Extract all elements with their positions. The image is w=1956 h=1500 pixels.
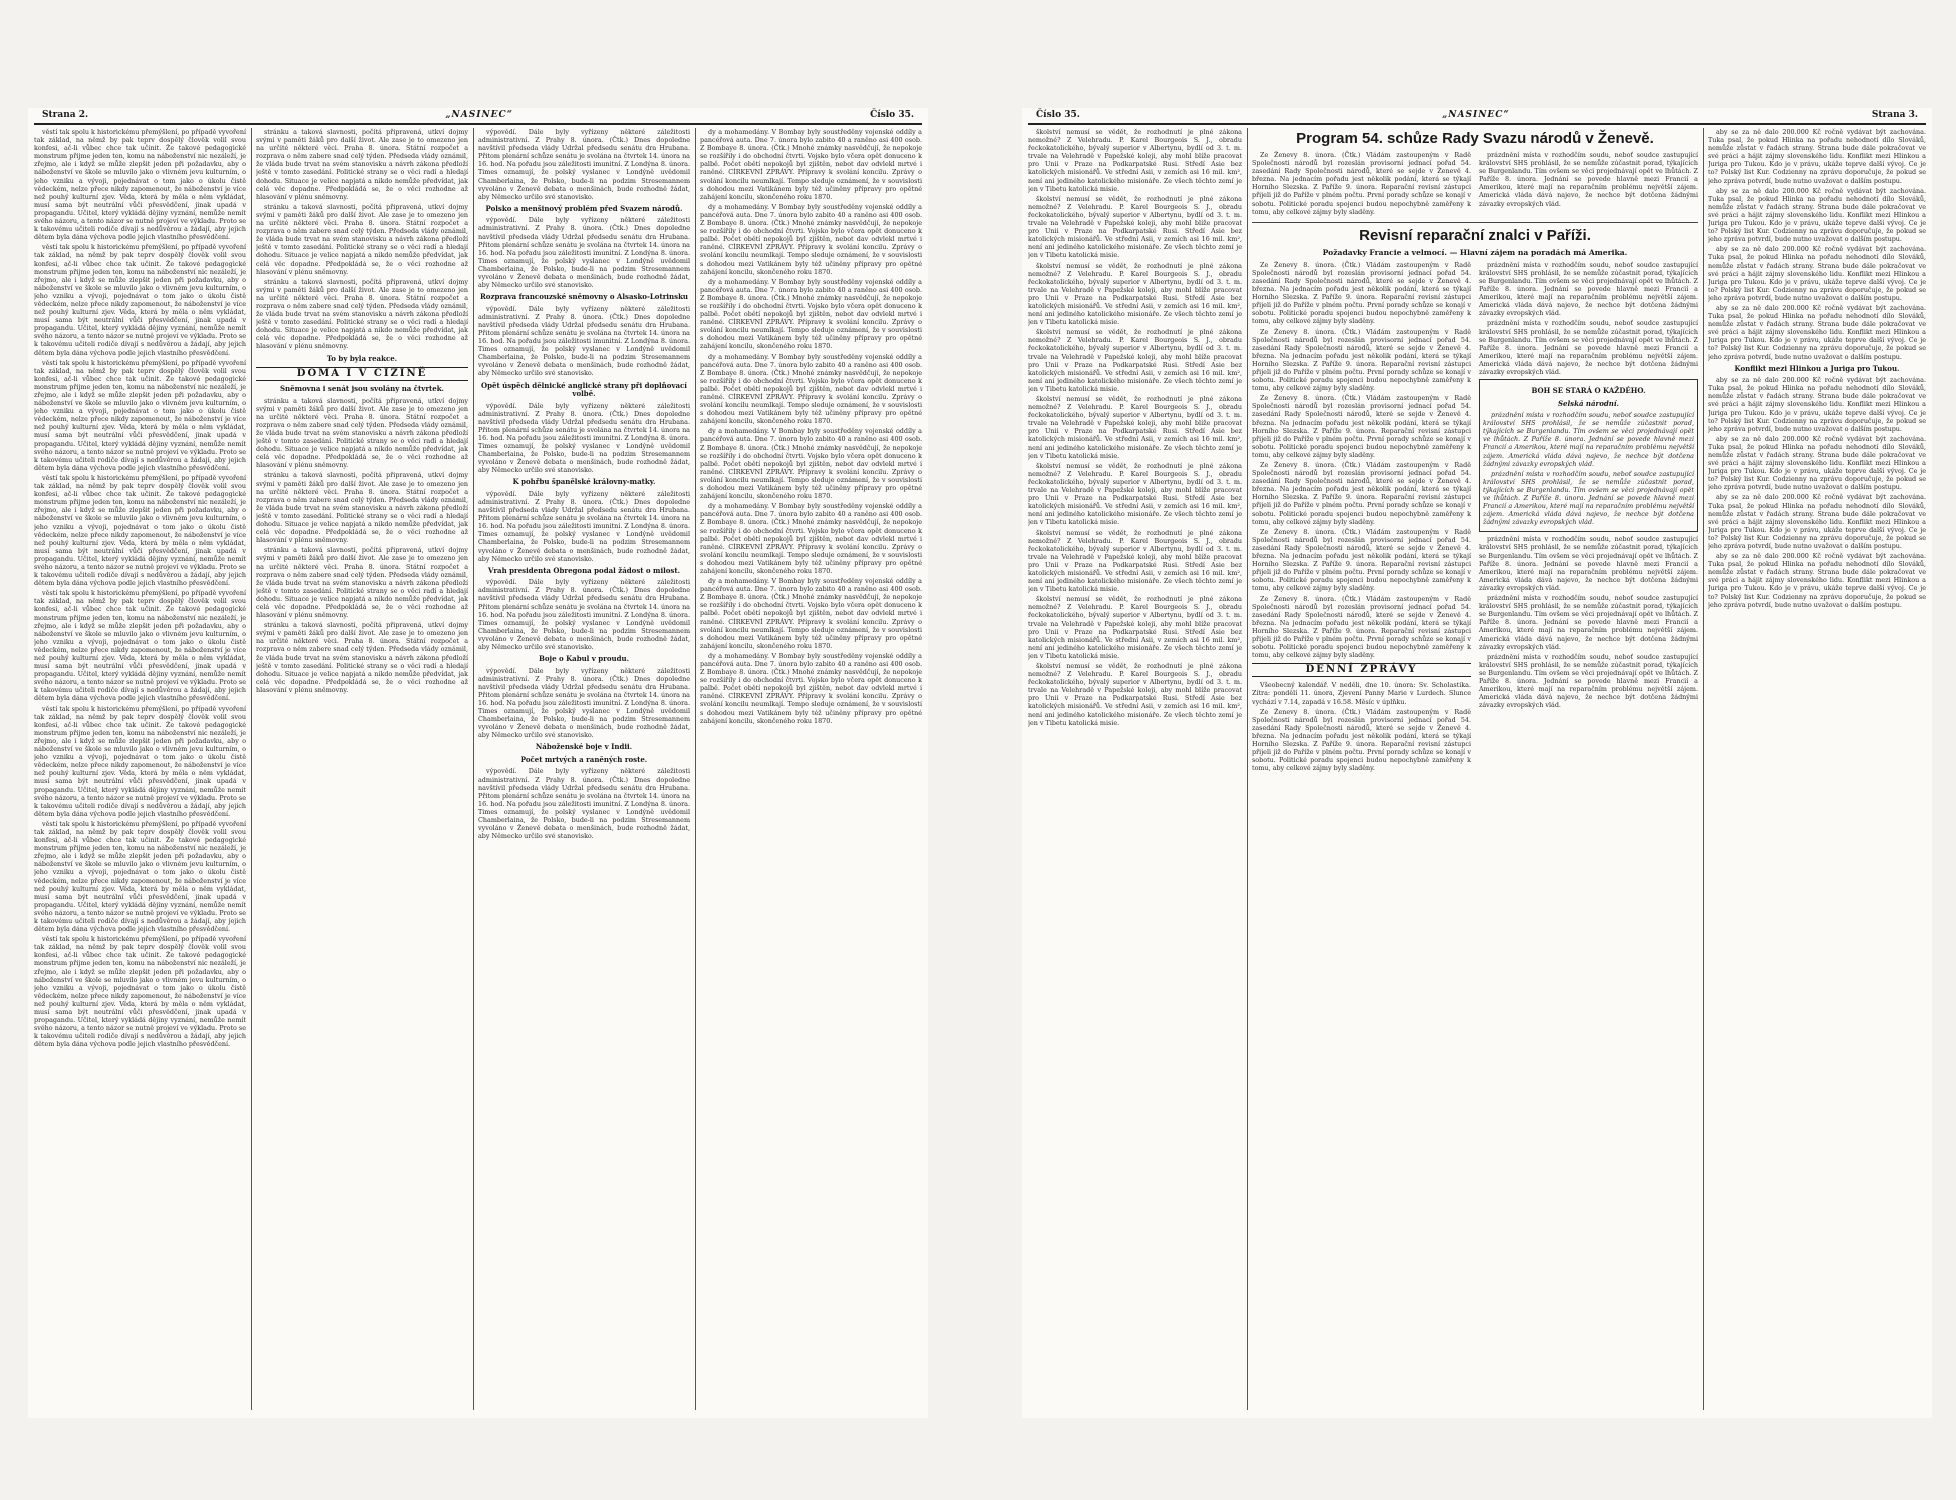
left-page-number: Strana 2. bbox=[42, 110, 89, 120]
right-col4-text-2: aby se za ně dalo 200.000 Kč ročně vydávat být zachována. Tuka psal, že pokud Hlinka na pořadu nehodnotí dílo Slováků, nemůže zůstat v řadách strany. Strana bude dále pokračovat ve své práci a hájit zájmy slovenského lidu. Konflikt mezi Hlinkou a Juriga pro Tukou. Kdo je v právu, ukáže teprve další vývoj. Ce je to? Polský list Kur. Codzienny na zprávu doporučuje, že pokud se jeho zpráva potvrdí, bude nutno uvažovat o dalším postupu. bbox=[1708, 186, 1926, 244]
right-col3-text-2: prázdnění místa v rozhodčím soudu, neboť soudce zastupující království SHS prohlásil, že se nemůže zúčastnit porad, týkajících se Burgenlandu. Tím ovšem se věci projednávají opět ve lhůtách. Z Paříže 8. února. Jednání se povede hlavně mezi Francií a Amerikou, které mají na reparačním problému největší zájem. Americká vláda dává najevo, že nechce být dotčena žádnými závazky evropských vlád. bbox=[1479, 260, 1698, 318]
right-paper-title: „NASINEC“ bbox=[1442, 110, 1510, 120]
left-col4-text-8: dy a mohamedány. V Bombay byly soustředěny vojenské oddíly a pancéřová auta. Dne 7. února bylo zabito 40 a raněno asi 400 osob. Z Bombaye 8. února. (Čtk.) Mnohé známky nasvědčují, že nepokoje se rozšířily i do obchodní čtvrti. Vojsko bylo včera opět donuceno k palbě. Počet obětí nepokojů byl zjištěn, nebot dav odvlekl mrtvé i raněné. CÍRKEVNÍ ZPRÁVY. Přípravy k svolání koncilu. Zprávy o svolání koncilu neumlkají. Tempo sleduje oznámení, že v souvislosti s dohodou mezi Vatikánem byly též učiněny přípravy pro opětné zahájení koncilu, skončeného roku 1870. bbox=[700, 651, 922, 725]
left-column-4 bbox=[700, 128, 922, 1410]
right-col1-text-4: školství nemusí se vědět, že rozhodnutí je plné zákona nemožné? Z Velehradu. P. Karel Bourgeois S. J., obradu řeckokatolického, bývalý superior v Albertynu, bydlí od 3. t. m. trvale na Velehradě v Papežské koleji, aby mohl blíže pracovat pro Unii v Praze na Podkarpatské Rusi. Středí Asie bez katolických misionářů. Ve střední Asii, v zemích asi 16 mil. km², není ani jediného katolického misionáře. Ze všech těchto zemí je jen v Tibetu katolická misie. bbox=[1028, 328, 1242, 393]
left-col1-text-8: věstí tak spolu k historickému přemýšlení, po případě vyvoření tak základ, na němž by pak teprv dospělý člověk volil svou konfesi, ač-li vůbec chce tak učinit. Že takové pedagogické monstrum přijme jeden ten, komu na náboženství nic nezáleží, je zřejmo, ale i když se může zlepšit jeden při požadavku, aby o náboženství ve škole se mluvilo jako o vlivném jevu kulturním, o jeho vzniku a vývoji, pojednávat o tom jako o úkolu čistě vědeckém, nelze přece nikdy zapomenout, že náboženství je více než pouhý kulturní zjev. Věda, která by měla o něm vykládat, musí sama být neutrální vůči přesvědčení, jinak upadá v propagandu. Učitel, který vykládá dějiny vyznání, nemůže nemít svého názoru, a tento názor se nutně projeví ve výkladu. Proto se k takovému učiteli rodiče dívají s nedůvěrou a žádají, aby jejich dětem byla dána výchova podle jejich vlastního přesvědčení. bbox=[34, 935, 246, 1049]
left-col1-text-2: věstí tak spolu k historickému přemýšlení, po případě vyvoření tak základ, na němž by pak teprv dospělý člověk volil svou konfesi, ač-li vůbec chce tak učinit. Že takové pedagogické monstrum přijme jeden ten, komu na náboženství nic nezáleží, je zřejmo, ale i když se může zlepšit jeden při požadavku, aby o náboženství ve škole se mluvilo jako o vlivném jevu kulturním, o jeho vzniku a vývoji, pojednávat o tom jako o úkolu čistě vědeckém, nelze přece nikdy zapomenout, že náboženství je více než pouhý kulturní zjev. Věda, která by měla o něm vykládat, musí sama být neutrální vůči přesvědčení, jinak upadá v propagandu. Učitel, který vykládá dějiny vyznání, nemůže nemít svého názoru, a tento názor se nutně projeví ve výkladu. Proto se k takovému učiteli rodiče dívají s nedůvěrou a žádají, aby jejich dětem byla dána výchova podle jejich vlastního přesvědčení. bbox=[34, 243, 246, 357]
left-col3-text-8: výpovědí. Dále byly vyřízeny některé záležitosti administrativní. Z Prahy 8. února. (Čtk.) Dnes dopoledne navštívil předseda vlády Udržal předsedu senátu dra Hrubana. Přitom plenární schůze senátu je svolána na čtvrtek 14. února na 16. hod. Na pořadu jsou záležitosti imunitní. Z Londýna 8. února. Times oznamují, že polský vyslanec v Londýně uvědomil Chamberlaina, že Polsko, bude-li na podzim Stresemannem vyvoláno v Ženevě debata o menšinách, bude rozhodně žádat, aby Německo určilo své stanovisko. bbox=[478, 767, 690, 841]
right-col4-text-6: aby se za ně dalo 200.000 Kč ročně vydávat být zachována. Tuka psal, že pokud Hlinka na pořadu nehodnotí dílo Slováků, nemůže zůstat v řadách strany. Strana bude dále pokračovat ve své práci a hájit zájmy slovenského lidu. Konflikt mezi Hlinkou a Juriga pro Tukou. Kdo je v právu, ukáže teprve další vývoj. Ce je to? Polský list Kur. Codzienny na zprávu doporučuje, že pokud se jeho zpráva potvrdí, bude nutno uvažovat o dalším postupu. bbox=[1708, 434, 1926, 492]
right-col-divider-1 bbox=[1247, 128, 1248, 1410]
right-col1-text-9: školství nemusí se vědět, že rozhodnutí je plné zákona nemožné? Z Velehradu. P. Karel Bourgeois S. J., obradu řeckokatolického, bývalý superior v Albertynu, bydlí od 3. t. m. trvale na Velehradě v Papežské koleji, aby mohl blíže pracovat pro Unii v Praze na Podkarpatské Rusi. Středí Asie bez katolických misionářů. Ve střední Asii, v zemích asi 16 mil. km², není ani jediného katolického misionáře. Ze všech těchto zemí je jen v Tibetu katolická misie. bbox=[1028, 662, 1242, 727]
heading-anglicka-strana: Opět úspěch dělnické anglické strany při doplňovací volbě. bbox=[481, 380, 687, 399]
right-col1-text-2: školství nemusí se vědět, že rozhodnutí je plné zákona nemožné? Z Velehradu. P. Karel Bourgeois S. J., obradu řeckokatolického, bývalý superior v Albertynu, bydlí od 3. t. m. trvale na Velehradě v Papežské koleji, aby mohl blíže pracovat pro Unii v Praze na Podkarpatské Rusi. Středí Asie bez katolických misionářů. Ve střední Asii, v zemích asi 16 mil. km², není ani jediného katolického misionáře. Ze všech těchto zemí je jen v Tibetu katolická misie. bbox=[1028, 194, 1242, 260]
heading-alsasko: Rozprava francouzské sněmovny o Alsasko-Lotrinsku bbox=[479, 292, 689, 302]
left-col4-text-7: dy a mohamedány. V Bombay byly soustředěny vojenské oddíly a pancéřová auta. Dne 7. února bylo zabito 40 a raněno asi 400 osob. Z Bombaye 8. února. (Čtk.) Mnohé známky nasvědčují, že nepokoje se rozšířily i do obchodní čtvrti. Vojsko bylo včera opět donuceno k palbě. Počet obětí nepokojů byl zjištěn, nebot dav odvlekl mrtvé i raněné. CÍRKEVNÍ ZPRÁVY. Přípravy k svolání koncilu. Zprávy o svolání koncilu neumlkají. Tempo sleduje oznámení, že v souvislosti s dohodou mezi Vatikánem byly též učiněny přípravy pro opětné zahájení koncilu, skončeného roku 1870. bbox=[700, 577, 922, 650]
boh-se-stara-subheading: Selská národní. bbox=[1558, 398, 1619, 408]
heading-kabul: Boje o Kabul v proudu. bbox=[538, 654, 630, 664]
left-col3-text: výpovědí. Dále byly vyřízeny některé záležitosti administrativní. Z Prahy 8. února. (Čtk.) Dnes dopoledne navštívil předseda vlády Udržal předsedu senátu dra Hrubana. Přitom plenární schůze senátu je svolána na čtvrtek 14. února na 16. hod. Na pořadu jsou záležitosti imunitní. Z Londýna 8. února. Times oznamují, že polský vyslanec v Londýně uvědomil Chamberlaina, že Polsko, bude-li na podzim Stresemannem vyvoláno v Ženevě debata o menšinách, bude rozhodně žádat, aby Německo určilo své stanovisko. bbox=[478, 128, 690, 201]
left-col4-text-2: dy a mohamedány. V Bombay byly soustředěny vojenské oddíly a pancéřová auta. Dne 7. února bylo zabito 40 a raněno asi 400 osob. Z Bombaye 8. února. (Čtk.) Mnohé známky nasvědčují, že nepokoje se rozšířily i do obchodní čtvrti. Vojsko bylo včera opět donuceno k palbě. Počet obětí nepokojů byl zjištěn, nebot dav odvlekl mrtvé i raněné. CÍRKEVNÍ ZPRÁVY. Přípravy k svolání koncilu. Zprávy o svolání koncilu neumlkají. Tempo sleduje oznámení, že v souvislosti s dohodou mezi Vatikánem byly též učiněny přípravy pro opětné zahájení koncilu, skončeného roku 1870. bbox=[700, 202, 922, 276]
left-col2-text-6: stránku a taková slavnosti, počítá připravená, utkví dojmy svými v paměti žáků pro další život. Ale zase je to omezeno jen na určité některé věci. Praha 8. února. Státní rozpočet a rozprava o něm zabere snad celý týden. Předseda vlády oznámil, že vláda bude trvat na svém stanovisku a návrh zákona předloží ještě v tomto zasedání. Politické strany se o věci radí a hledají dohodu. Situace je velice napjatá a nikdo nemůže předvídat, jak celá věc dopadne. Předpokládá se, že o věci rozhodne až hlasování v plénu sněmovny. bbox=[256, 546, 468, 620]
right-col1-text-5: školství nemusí se vědět, že rozhodnutí je plné zákona nemožné? Z Velehradu. P. Karel Bourgeois S. J., obradu řeckokatolického, bývalý superior v Albertynu, bydlí od 3. t. m. trvale na Velehradě v Papežské koleji, aby mohl blíže pracovat pro Unii v Praze na Podkarpatské Rusi. Středí Asie bez katolických misionářů. Ve střední Asii, v zemích asi 16 mil. km², není ani jediného katolického misionáře. Ze všech těchto zemí je jen v Tibetu katolická misie. bbox=[1028, 395, 1242, 460]
denni-zpravy-text: Všeobecný kalendář. V neděli, dne 10. února: Sv. Scholastika. Zítra: pondělí 11. února, Zjevení Panny Marie v Lurdech. Slunce vychází v 7.14, zapadá v 16.58. Měsíc v úplňku. bbox=[1252, 681, 1471, 706]
heading-pocet-mrtvych: Počet mrtvých a raněných roste. bbox=[520, 754, 648, 764]
left-col1-text-3: věstí tak spolu k historickému přemýšlení, po případě vyvoření tak základ, na němž by pak teprv dospělý člověk volil svou konfesi, ač-li vůbec chce tak učinit. Že takové pedagogické monstrum přijme jeden ten, komu na náboženství nic nezáleží, je zřejmo, ale i když se může zlepšit jeden při požadavku, aby o náboženství ve škole se mluvilo jako o vlivném jevu kulturním, o jeho vzniku a vývoji, pojednávat o tom jako o úkolu čistě vědeckém, nelze přece nikdy zapomenout, že náboženství je více než pouhý kulturní zjev. Věda, která by měla o něm vykládat, musí sama být neutrální vůči přesvědčení, jinak upadá v propagandu. Učitel, který vykládá dějiny vyznání, nemůže nemít svého názoru, a tento názor se nutně projeví ve výkladu. Proto se k takovému učiteli rodiče dívají s nedůvěrou a žádají, aby jejich dětem byla dána výchova podle jejich vlastního přesvědčení. bbox=[34, 358, 246, 472]
right-col1-text: školství nemusí se vědět, že rozhodnutí je plné zákona nemožné? Z Velehradu. P. Karel Bourgeois S. J., obradu řeckokatolického, bývalý superior v Albertynu, bydlí od 3. t. m. trvale na Velehradě v Papežské koleji, aby mohl blíže pracovat pro Unii v Praze na Podkarpatské Rusi. Středí Asie bez katolických misionářů. Ve střední Asii, v zemích asi 16 mil. km², není ani jediného katolického misionáře. Ze všech těchto zemí je jen v Tibetu katolická misie. bbox=[1028, 128, 1242, 193]
left-col1-text-6: věstí tak spolu k historickému přemýšlení, po případě vyvoření tak základ, na němž by pak teprv dospělý člověk volil svou konfesi, ač-li vůbec chce tak učinit. Že takové pedagogické monstrum přijme jeden ten, komu na náboženství nic nezáleží, je zřejmo, ale i když se může zlepšit jeden při požadavku, aby o náboženství ve škole se mluvilo jako o vlivném jevu kulturním, o jeho vzniku a vývoji, pojednávat o tom jako o úkolu čistě vědeckém, nelze přece nikdy zapomenout, že náboženství je více než pouhý kulturní zjev. Věda, která by měla o něm vykládat, musí sama být neutrální vůči přesvědčení, jinak upadá v propagandu. Učitel, který vykládá dějiny vyznání, nemůže nemít svého názoru, a tento názor se nutně projeví ve výkladu. Proto se k takovému učiteli rodiče dívají s nedůvěrou a žádají, aby jejich dětem byla dána výchova podle jejich vlastního přesvědčení. bbox=[34, 704, 246, 818]
right-page-header bbox=[1022, 108, 1932, 122]
left-col1-text-4: věstí tak spolu k historickému přemýšlení, po případě vyvoření tak základ, na němž by pak teprv dospělý člověk volil svou konfesi, ač-li vůbec chce tak učinit. Že takové pedagogické monstrum přijme jeden ten, komu na náboženství nic nezáleží, je zřejmo, ale i když se může zlepšit jeden při požadavku, aby o náboženství ve škole se mluvilo jako o vlivném jevu kulturním, o jeho vzniku a vývoji, pojednávat o tom jako o úkolu čistě vědeckém, nelze přece nikdy zapomenout, že náboženství je více než pouhý kulturní zjev. Věda, která by měla o něm vykládat, musí sama být neutrální vůči přesvědčení, jinak upadá v propagandu. Učitel, který vykládá dějiny vyznání, nemůže nemít svého názoru, a tento názor se nutně projeví ve výkladu. Proto se k takovému učiteli rodiče dívají s nedůvěrou a žádají, aby jejich dětem byla dána výchova podle jejich vlastního přesvědčení. bbox=[34, 473, 246, 588]
right-col2-text-3: Ze Ženevy 8. února. (Čtk.) Vládám zastoupeným v Radě Společnosti národů byl rozeslán provisorní jednací pořad 54. zasedání Rady Společnosti národů, které se sejde v Ženevě 4. března. Na jednacím pořadu jest několik podání, která se týkají Horního Slezska. Z Paříže 9. února. Reparační revisní zástupci přijeli již do Paříže v plném počtu. První porady schůze se konají v sobotu. Politické poradu spojenci budou nepochybně zaměřeny k tomu, aby celkové zájmy byly sladěny. bbox=[1252, 327, 1471, 393]
left-col2-text-3: stránku a taková slavnosti, počítá připravená, utkví dojmy svými v paměti žáků pro další život. Ale zase je to omezeno jen na určité některé věci. Praha 8. února. Státní rozpočet a rozprava o něm zabere snad celý týden. Předseda vlády oznámil, že vláda bude trvat na svém stanovisku a návrh zákona předloží ještě v tomto zasedání. Politické strany se o věci radí a hledají dohodu. Situace je velice napjatá a nikdo nemůže předvídat, jak celá věc dopadne. Předpokládá se, že o věci rozhodne až hlasování v plénu sněmovny. bbox=[256, 277, 468, 351]
left-issue-number: Číslo 35. bbox=[870, 110, 914, 120]
left-col-divider-1 bbox=[251, 128, 252, 1410]
right-issue-number: Číslo 35. bbox=[1036, 110, 1080, 120]
right-col1-text-6: školství nemusí se vědět, že rozhodnutí je plné zákona nemožné? Z Velehradu. P. Karel Bourgeois S. J., obradu řeckokatolického, bývalý superior v Albertynu, bydlí od 3. t. m. trvale na Velehradě v Papežské koleji, aby mohl blíže pracovat pro Unii v Praze na Podkarpatské Rusi. Středí Asie bez katolických misionářů. Ve střední Asii, v zemích asi 16 mil. km², není ani jediného katolického misionáře. Ze všech těchto zemí je jen v Tibetu katolická misie. bbox=[1028, 461, 1242, 527]
left-col-divider-3 bbox=[695, 128, 696, 1410]
left-col2-text-2: stránku a taková slavnosti, počítá připravená, utkví dojmy svými v paměti žáků pro další život. Ale zase je to omezeno jen na určité některé věci. Praha 8. února. Státní rozpočet a rozprava o něm zabere snad celý týden. Předseda vlády oznámil, že vláda bude trvat na svém stanovisku a návrh zákona předloží ještě v tomto zasedání. Politické strany se o věci radí a hledají dohodu. Situace je velice napjatá a nikdo nemůže předvídat, jak celá věc dopadne. Předpokládá se, že o věci rozhodne až hlasování v plénu sněmovny. bbox=[256, 202, 468, 276]
left-col3-text-3: výpovědí. Dále byly vyřízeny některé záležitosti administrativní. Z Prahy 8. února. (Čtk.) Dnes dopoledne navštívil předseda vlády Udržal předsedu senátu dra Hrubana. Přitom plenární schůze senátu je svolána na čtvrtek 14. února na 16. hod. Na pořadu jsou záležitosti imunitní. Z Londýna 8. února. Times oznamují, že polský vyslanec v Londýně uvědomil Chamberlaina, že Polsko, bude-li na podzim Stresemannem vyvoláno v Ženevě debata o menšinách, bude rozhodně žádat, aby Německo určilo své stanovisko. bbox=[478, 304, 690, 378]
right-col-divider-3 bbox=[1703, 128, 1704, 1410]
left-col4-text-5: dy a mohamedány. V Bombay byly soustředěny vojenské oddíly a pancéřová auta. Dne 7. února bylo zabito 40 a raněno asi 400 osob. Z Bombaye 8. února. (Čtk.) Mnohé známky nasvědčují, že nepokoje se rozšířily i do obchodní čtvrti. Vojsko bylo včera opět donuceno k palbě. Počet obětí nepokojů byl zjištěn, nebot dav odvlekl mrtvé i raněné. CÍRKEVNÍ ZPRÁVY. Přípravy k svolání koncilu. Zprávy o svolání koncilu neumlkají. Tempo sleduje oznámení, že v souvislosti s dohodou mezi Vatikánem byly též učiněny přípravy pro opětné zahájení koncilu, skončeného roku 1870. bbox=[700, 427, 922, 501]
right-col2-text-8: Ze Ženevy 8. února. (Čtk.) Vládám zastoupeným v Radě Společnosti národů byl rozeslán provisorní jednací pořad 54. zasedání Rady Společnosti národů, které se sejde v Ženevě 4. března. Na jednacím pořadu jest několik podání, která se týkají Horního Slezska. Z Paříže 9. února. Reparační revisní zástupci přijeli již do Paříže v plném počtu. První porady schůze se konají v sobotu. Politické poradu spojenci budou nepochybně zaměřeny k tomu, aby celkové zájmy byly sladěny. bbox=[1252, 707, 1471, 773]
left-page-header bbox=[28, 108, 928, 122]
left-col3-text-7: výpovědí. Dále byly vyřízeny některé záležitosti administrativní. Z Prahy 8. února. (Čtk.) Dnes dopoledne navštívil předseda vlády Udržal předsedu senátu dra Hrubana. Přitom plenární schůze senátu je svolána na čtvrtek 14. února na 16. hod. Na pořadu jsou záležitosti imunitní. Z Londýna 8. února. Times oznamují, že polský vyslanec v Londýně uvědomil Chamberlaina, že Polsko, bude-li na podzim Stresemannem vyvoláno v Ženevě debata o menšinách, bude rozhodně žádat, aby Německo určilo své stanovisko. bbox=[478, 666, 690, 740]
left-column-2 bbox=[256, 128, 468, 1410]
right-col3-text-3: prázdnění místa v rozhodčím soudu, neboť soudce zastupující království SHS prohlásil, že se nemůže zúčastnit porad, týkajících se Burgenlandu. Tím ovšem se věci projednávají opět ve lhůtách. Z Paříže 8. února. Jednání se povede hlavně mezi Francií a Amerikou, které mají na reparačním problému největší zájem. Americká vláda dává najevo, že nechce být dotčena žádnými závazky evropských vlád. bbox=[1479, 319, 1698, 376]
right-col3-text-8: prázdnění místa v rozhodčím soudu, neboť soudce zastupující království SHS prohlásil, že se nemůže zúčastnit porad, týkajících se Burgenlandu. Tím ovšem se věci projednávají opět ve lhůtách. Z Paříže 8. února. Jednání se povede hlavně mezi Francií a Amerikou, které mají na reparačním problému největší zájem. Americká vláda dává najevo, že nechce být dotčena žádnými závazky evropských vlád. bbox=[1479, 652, 1698, 710]
right-header-rule bbox=[1028, 123, 1926, 125]
right-column-4 bbox=[1708, 128, 1926, 1410]
boh-se-stara-box bbox=[1479, 379, 1698, 532]
left-col1-text-5: věstí tak spolu k historickému přemýšlení, po případě vyvoření tak základ, na němž by pak teprv dospělý člověk volil svou konfesi, ač-li vůbec chce tak učinit. Že takové pedagogické monstrum přijme jeden ten, komu na náboženství nic nezáleží, je zřejmo, ale i když se může zlepšit jeden při požadavku, aby o náboženství ve škole se mluvilo jako o vlivném jevu kulturním, o jeho vzniku a vývoji, pojednávat o tom jako o úkolu čistě vědeckém, nelze přece nikdy zapomenout, že náboženství je více než pouhý kulturní zjev. Věda, která by měla o něm vykládat, musí sama být neutrální vůči přesvědčení, jinak upadá v propagandu. Učitel, který vykládá dějiny vyznání, nemůže nemít svého názoru, a tento názor se nutně projeví ve výkladu. Proto se k takovému učiteli rodiče dívají s nedůvěrou a žádají, aby jejich dětem byla dána výchova podle jejich vlastního přesvědčení. bbox=[34, 589, 246, 703]
left-col4-text-3: dy a mohamedány. V Bombay byly soustředěny vojenské oddíly a pancéřová auta. Dne 7. února bylo zabito 40 a raněno asi 400 osob. Z Bombaye 8. února. (Čtk.) Mnohé známky nasvědčují, že nepokoje se rozšířily i do obchodní čtvrti. Vojsko bylo včera opět donuceno k palbě. Počet obětí nepokojů byl zjištěn, nebot dav odvlekl mrtvé i raněné. CÍRKEVNÍ ZPRÁVY. Přípravy k svolání koncilu. Zprávy o svolání koncilu neumlkají. Tempo sleduje oznámení, že v souvislosti s dohodou mezi Vatikánem byly též učiněny přípravy pro opětné zahájení koncilu, skončeného roku 1870. bbox=[700, 277, 922, 351]
heading-konflikt-hlinka: Konflikt mezi Hlinkou a Juriga pro Tukou. bbox=[1734, 363, 1900, 373]
heading-polsko: Polsko a menšinový problém před Svazem národů. bbox=[485, 203, 683, 213]
left-col4-text: dy a mohamedány. V Bombay byly soustředěny vojenské oddíly a pancéřová auta. Dne 7. února bylo zabito 40 a raněno asi 400 osob. Z Bombaye 8. února. (Čtk.) Mnohé známky nasvědčují, že nepokoje se rozšířily i do obchodní čtvrti. Vojsko bylo včera opět donuceno k palbě. Počet obětí nepokojů byl zjištěn, nebot dav odvlekl mrtvé i raněné. CÍRKEVNÍ ZPRÁVY. Přípravy k svolání koncilu. Zprávy o svolání koncilu neumlkají. Tempo sleduje oznámení, že v souvislosti s dohodou mezi Vatikánem byly též učiněny přípravy pro opětné zahájení koncilu, skončeného roku 1870. bbox=[700, 128, 922, 201]
right-col3-text: prázdnění místa v rozhodčím soudu, neboť soudce zastupující království SHS prohlásil, že se nemůže zúčastnit porad, týkajících se Burgenlandu. Tím ovšem se věci projednávají opět ve lhůtách. Z Paříže 8. února. Jednání se povede hlavně mezi Francií a Amerikou, které mají na reparačním problému největší zájem. Americká vláda dává najevo, že nechce být dotčena žádnými závazky evropských vlád. bbox=[1479, 151, 1698, 208]
right-col3-text-4: prázdnění místa v rozhodčím soudu, neboť soudce zastupující království SHS prohlásil, že se nemůže zúčastnit porad, týkajících se Burgenlandu. Tím ovšem se věci projednávají opět ve lhůtách. Z Paříže 8. února. Jednání se povede hlavně mezi Francií a Amerikou, které mají na reparačním problému největší zájem. Americká vláda dává najevo, že nechce být dotčena žádnými závazky evropských vlád. bbox=[1483, 411, 1694, 468]
right-col4-text-5: aby se za ně dalo 200.000 Kč ročně vydávat být zachována. Tuka psal, že pokud Hlinka na pořadu nehodnotí dílo Slováků, nemůže zůstat v řadách strany. Strana bude dále pokračovat ve své práci a hájit zájmy slovenského lidu. Konflikt mezi Hlinkou a Juriga pro Tukou. Kdo je v právu, ukáže teprve další vývoj. Ce je to? Polský list Kur. Codzienny na zprávu doporučuje, že pokud se jeho zpráva potvrdí, bude nutno uvažovat o dalším postupu. bbox=[1708, 376, 1926, 433]
right-col2-text-5: Ze Ženevy 8. února. (Čtk.) Vládám zastoupeným v Radě Společnosti národů byl rozeslán provisorní jednací pořad 54. zasedání Rady Společnosti národů, které se sejde v Ženevě 4. března. Na jednacím pořadu jest několik podání, která se týkají Horního Slezska. Z Paříže 9. února. Reparační revisní zástupci přijeli již do Paříže v plném počtu. První porady schůze se konají v sobotu. Politické poradu spojenci budou nepochybně zaměřeny k tomu, aby celkové zájmy byly sladěny. bbox=[1252, 461, 1471, 526]
right-col1-text-7: školství nemusí se vědět, že rozhodnutí je plné zákona nemožné? Z Velehradu. P. Karel Bourgeois S. J., obradu řeckokatolického, bývalý superior v Albertynu, bydlí od 3. t. m. trvale na Velehradě v Papežské koleji, aby mohl blíže pracovat pro Unii v Praze na Podkarpatské Rusi. Středí Asie bez katolických misionářů. Ve střední Asii, v zemích asi 16 mil. km², není ani jediného katolického misionáře. Ze všech těchto zemí je jen v Tibetu katolická misie. bbox=[1028, 528, 1242, 594]
heading-obregon: Vrah presidenta Obregona podal žádost o milost. bbox=[487, 565, 681, 575]
right-col2-text-6: Ze Ženevy 8. února. (Čtk.) Vládám zastoupeným v Radě Společnosti národů byl rozeslán provisorní jednací pořad 54. zasedání Rady Společnosti národů, které se sejde v Ženevě 4. března. Na jednacím pořadu jest několik podání, která se týkají Horního Slezska. Z Paříže 9. února. Reparační revisní zástupci přijeli již do Paříže v plném počtu. První porady schůze se konají v sobotu. Politické poradu spojenci budou nepochybně zaměřeny k tomu, aby celkové zájmy byly sladěny. bbox=[1252, 527, 1471, 593]
right-col3-text-7: prázdnění místa v rozhodčím soudu, neboť soudce zastupující království SHS prohlásil, že se nemůže zúčastnit porad, týkajících se Burgenlandu. Tím ovšem se věci projednávají opět ve lhůtách. Z Paříže 8. února. Jednání se povede hlavně mezi Francií a Amerikou, které mají na reparačním problému největší zájem. Americká vláda dává najevo, že nechce být dotčena žádnými závazky evropských vlád. bbox=[1479, 594, 1698, 651]
left-col3-text-5: výpovědí. Dále byly vyřízeny některé záležitosti administrativní. Z Prahy 8. února. (Čtk.) Dnes dopoledne navštívil předseda vlády Udržal předsedu senátu dra Hrubana. Přitom plenární schůze senátu je svolána na čtvrtek 14. února na 16. hod. Na pořadu jsou záležitosti imunitní. Z Londýna 8. února. Times oznamují, že polský vyslanec v Londýně uvědomil Chamberlaina, že Polsko, bude-li na podzim Stresemannem vyvoláno v Ženevě debata o menšinách, bude rozhodně žádat, aby Německo určilo své stanovisko. bbox=[478, 489, 690, 563]
right-col2-text: Ze Ženevy 8. února. (Čtk.) Vládám zastoupeným v Radě Společnosti národů byl rozeslán provisorní jednací pořad 54. zasedání Rady Společnosti národů, které se sejde v Ženevě 4. března. Na jednacím pořadu jest několik podání, která se týkají Horního Slezska. Z Paříže 9. února. Reparační revisní zástupci přijeli již do Paříže v plném počtu. První porady schůze se konají v sobotu. Politické poradu spojenci budou nepochybně zaměřeny k tomu, aby celkové zájmy byly sladěny. bbox=[1252, 151, 1471, 216]
left-col3-text-4: výpovědí. Dále byly vyřízeny některé záležitosti administrativní. Z Prahy 8. února. (Čtk.) Dnes dopoledne navštívil předseda vlády Udržal předsedu senátu dra Hrubana. Přitom plenární schůze senátu je svolána na čtvrtek 14. února na 16. hod. Na pořadu jsou záležitosti imunitní. Z Londýna 8. února. Times oznamují, že polský vyslanec v Londýně uvědomil Chamberlaina, že Polsko, bude-li na podzim Stresemannem vyvoláno v Ženevě debata o menšinách, bude rozhodně žádat, aby Německo určilo své stanovisko. bbox=[478, 401, 690, 475]
left-closing-line: To by byla reakce. bbox=[326, 353, 398, 363]
section-denni-zpravy: DENNÍ ZPRÁVY bbox=[1252, 663, 1471, 677]
left-col2-text: stránku a taková slavnosti, počítá připravená, utkví dojmy svými v paměti žáků pro další život. Ale zase je to omezeno jen na určité některé věci. Praha 8. února. Státní rozpočet a rozprava o něm zabere snad celý týden. Předseda vlády oznámil, že vláda bude trvat na svém stanovisku a návrh zákona předloží ještě v tomto zasedání. Politické strany se o věci radí a hledají dohodu. Situace je velice napjatá a nikdo nemůže předvídat, jak celá věc dopadne. Předpokládá se, že o věci rozhodne až hlasování v plénu sněmovny. bbox=[256, 128, 468, 201]
heading-kralovna-matka: K pohřbu španělské královny-matky. bbox=[512, 477, 656, 487]
right-column-2-3 bbox=[1252, 128, 1698, 1410]
left-col4-text-6: dy a mohamedány. V Bombay byly soustředěny vojenské oddíly a pancéřová auta. Dne 7. února bylo zabito 40 a raněno asi 400 osob. Z Bombaye 8. února. (Čtk.) Mnohé známky nasvědčují, že nepokoje se rozšířily i do obchodní čtvrti. Vojsko bylo včera opět donuceno k palbě. Počet obětí nepokojů byl zjištěn, nebot dav odvlekl mrtvé i raněné. CÍRKEVNÍ ZPRÁVY. Přípravy k svolání koncilu. Zprávy o svolání koncilu neumlkají. Tempo sleduje oznámení, že v souvislosti s dohodou mezi Vatikánem byly též učiněny přípravy pro opětné zahájení koncilu, skončeného roku 1870. bbox=[700, 502, 922, 575]
left-paper-title: „NASINEC“ bbox=[445, 110, 513, 120]
right-column-1 bbox=[1028, 128, 1242, 1410]
heading-program-54: Program 54. schůze Rady Svazu národů v Ženevě. bbox=[1296, 130, 1654, 147]
left-header-rule bbox=[34, 123, 922, 125]
left-column-3 bbox=[478, 128, 690, 1410]
heading-revisni-znalci: Revisní reparační znalci v Paříži. bbox=[1359, 226, 1591, 244]
doma-subheading: Sněmovna i senát jsou svolány na čtvrtek. bbox=[279, 384, 444, 394]
left-column-1 bbox=[34, 128, 246, 1410]
left-col1-text: věstí tak spolu k historickému přemýšlení, po případě vyvoření tak základ, na němž by pak teprv dospělý člověk volil svou konfesi, ač-li vůbec chce tak učinit. Že takové pedagogické monstrum přijme jeden ten, komu na náboženství nic nezáleží, je zřejmo, ale i když se může zlepšit jeden při požadavku, aby o náboženství ve škole se mluvilo jako o vlivném jevu kulturním, o jeho vzniku a vývoji, pojednávat o tom jako o úkolu čistě vědeckém, nelze přece nikdy zapomenout, že náboženství je více než pouhý kulturní zjev. Věda, která by měla o něm vykládat, musí sama být neutrální vůči přesvědčení, jinak upadá v propagandu. Učitel, který vykládá dějiny vyznání, nemůže nemít svého názoru, a tento názor se nutně projeví ve výkladu. Proto se k takovému učiteli rodiče dívají s nedůvěrou a žádají, aby jejich dětem byla dána výchova podle jejich vlastního přesvědčení. bbox=[34, 128, 246, 242]
left-page bbox=[28, 108, 928, 1418]
right-col1-text-8: školství nemusí se vědět, že rozhodnutí je plné zákona nemožné? Z Velehradu. P. Karel Bourgeois S. J., obradu řeckokatolického, bývalý superior v Albertynu, bydlí od 3. t. m. trvale na Velehradě v Papežské koleji, aby mohl blíže pracovat pro Unii v Praze na Podkarpatské Rusi. Středí Asie bez katolických misionářů. Ve střední Asii, v zemích asi 16 mil. km², není ani jediného katolického misionáře. Ze všech těchto zemí je jen v Tibetu katolická misie. bbox=[1028, 595, 1242, 660]
right-col4-text: aby se za ně dalo 200.000 Kč ročně vydávat být zachována. Tuka psal, že pokud Hlinka na pořadu nehodnotí dílo Slováků, nemůže zůstat v řadách strany. Strana bude dále pokračovat ve své práci a hájit zájmy slovenského lidu. Konflikt mezi Hlinkou a Juriga pro Tukou. Kdo je v právu, ukáže teprve další vývoj. Ce je to? Polský list Kur. Codzienny na zprávu doporučuje, že pokud se jeho zpráva potvrdí, bude nutno uvažovat o dalším postupu. bbox=[1708, 128, 1926, 185]
left-col3-text-6: výpovědí. Dále byly vyřízeny některé záležitosti administrativní. Z Prahy 8. února. (Čtk.) Dnes dopoledne navštívil předseda vlády Udržal předsedu senátu dra Hrubana. Přitom plenární schůze senátu je svolána na čtvrtek 14. února na 16. hod. Na pořadu jsou záležitosti imunitní. Z Londýna 8. února. Times oznamují, že polský vyslanec v Londýně uvědomil Chamberlaina, že Polsko, bude-li na podzim Stresemannem vyvoláno v Ženevě debata o menšinách, bude rozhodně žádat, aby Německo určilo své stanovisko. bbox=[478, 578, 690, 651]
right-col1-text-3: školství nemusí se vědět, že rozhodnutí je plné zákona nemožné? Z Velehradu. P. Karel Bourgeois S. J., obradu řeckokatolického, bývalý superior v Albertynu, bydlí od 3. t. m. trvale na Velehradě v Papežské koleji, aby mohl blíže pracovat pro Unii v Praze na Podkarpatské Rusi. Středí Asie bez katolických misionářů. Ve střední Asii, v zemích asi 16 mil. km², není ani jediného katolického misionáře. Ze všech těchto zemí je jen v Tibetu katolická misie. bbox=[1028, 261, 1242, 327]
revisni-article-body bbox=[1252, 261, 1698, 775]
right-col2-text-2: Ze Ženevy 8. února. (Čtk.) Vládám zastoupeným v Radě Společnosti národů byl rozeslán provisorní jednací pořad 54. zasedání Rady Společnosti národů, které se sejde v Ženevě 4. března. Na jednacím pořadu jest několik podání, která se týkají Horního Slezska. Z Paříže 9. února. Reparační revisní zástupci přijeli již do Paříže v plném počtu. První porady schůze se konají v sobotu. Politické poradu spojenci budou nepochybně zaměřeny k tomu, aby celkové zájmy byly sladěny. bbox=[1252, 260, 1471, 326]
section-doma-i-v-cizine: DOMA I V CIZINĚ bbox=[256, 367, 468, 381]
left-col2-text-7: stránku a taková slavnosti, počítá připravená, utkví dojmy svými v paměti žáků pro další život. Ale zase je to omezeno jen na určité některé věci. Praha 8. února. Státní rozpočet a rozprava o něm zabere snad celý týden. Předseda vlády oznámil, že vláda bude trvat na svém stanovisku a návrh zákona předloží ještě v tomto zasedání. Politické strany se o věci radí a hledají dohodu. Situace je velice napjatá a nikdo nemůže předvídat, jak celá věc dopadne. Předpokládá se, že o věci rozhodne až hlasování v plénu sněmovny. bbox=[256, 621, 468, 694]
right-page-number: Strana 3. bbox=[1871, 110, 1918, 120]
left-col1-text-7: věstí tak spolu k historickému přemýšlení, po případě vyvoření tak základ, na němž by pak teprv dospělý člověk volil svou konfesi, ač-li vůbec chce tak učinit. Že takové pedagogické monstrum přijme jeden ten, komu na náboženství nic nezáleží, je zřejmo, ale i když se může zlepšit jeden při požadavku, aby o náboženství ve škole se mluvilo jako o vlivném jevu kulturním, o jeho vzniku a vývoji, pojednávat o tom jako o úkolu čistě vědeckém, nelze přece nikdy zapomenout, že náboženství je více než pouhý kulturní zjev. Věda, která by měla o něm vykládat, musí sama být neutrální vůči přesvědčení, jinak upadá v propagandu. Učitel, který vykládá dějiny vyznání, nemůže nemít svého názoru, a tento názor se nutně projeví ve výkladu. Proto se k takovému učiteli rodiče dívají s nedůvěrou a žádají, aby jejich dětem byla dána výchova podle jejich vlastního přesvědčení. bbox=[34, 819, 246, 934]
left-col2-text-4: stránku a taková slavnosti, počítá připravená, utkví dojmy svými v paměti žáků pro další život. Ale zase je to omezeno jen na určité některé věci. Praha 8. února. Státní rozpočet a rozprava o něm zabere snad celý týden. Předseda vlády oznámil, že vláda bude trvat na svém stanovisku a návrh zákona předloží ještě v tomto zasedání. Politické strany se o věci radí a hledají dohodu. Situace je velice napjatá a nikdo nemůže předvídat, jak celá věc dopadne. Předpokládá se, že o věci rozhodne až hlasování v plénu sněmovny. bbox=[256, 396, 468, 470]
right-col2-text-4: Ze Ženevy 8. února. (Čtk.) Vládám zastoupeným v Radě Společnosti národů byl rozeslán provisorní jednací pořad 54. zasedání Rady Společnosti národů, které se sejde v Ženevě 4. března. Na jednacím pořadu jest několik podání, která se týkají Horního Slezska. Z Paříže 9. února. Reparační revisní zástupci přijeli již do Paříže v plném počtu. První porady schůze se konají v sobotu. Politické poradu spojenci budou nepochybně zaměřeny k tomu, aby celkové zájmy byly sladěny. bbox=[1252, 394, 1471, 459]
right-col3-text-5: prázdnění místa v rozhodčím soudu, neboť soudce zastupující království SHS prohlásil, že se nemůže zúčastnit porad, týkajících se Burgenlandu. Tím ovšem se věci projednávají opět ve lhůtách. Z Paříže 8. února. Jednání se povede hlavně mezi Francií a Amerikou, které mají na reparačním problému největší zájem. Americká vláda dává najevo, že nechce být dotčena žádnými závazky evropských vlád. bbox=[1483, 469, 1694, 527]
left-col-divider-2 bbox=[473, 128, 474, 1410]
right-col4-text-4: aby se za ně dalo 200.000 Kč ročně vydávat být zachována. Tuka psal, že pokud Hlinka na pořadu nehodnotí dílo Slováků, nemůže zůstat v řadách strany. Strana bude dále pokračovat ve své práci a hájit zájmy slovenského lidu. Konflikt mezi Hlinkou a Juriga pro Tukou. Kdo je v právu, ukáže teprve další vývoj. Ce je to? Polský list Kur. Codzienny na zprávu doporučuje, že pokud se jeho zpráva potvrdí, bude nutno uvažovat o dalším postupu. bbox=[1708, 303, 1926, 361]
left-col2-text-5: stránku a taková slavnosti, počítá připravená, utkví dojmy svými v paměti žáků pro další život. Ale zase je to omezeno jen na určité některé věci. Praha 8. února. Státní rozpočet a rozprava o něm zabere snad celý týden. Předseda vlády oznámil, že vláda bude trvat na svém stanovisku a návrh zákona předloží ještě v tomto zasedání. Politické strany se o věci radí a hledají dohodu. Situace je velice napjatá a nikdo nemůže předvídat, jak celá věc dopadne. Předpokládá se, že o věci rozhodne až hlasování v plénu sněmovny. bbox=[256, 471, 468, 545]
right-page bbox=[1022, 108, 1932, 1418]
right-col2-text-7: Ze Ženevy 8. února. (Čtk.) Vládám zastoupeným v Radě Společnosti národů byl rozeslán provisorní jednací pořad 54. zasedání Rady Společnosti národů, které se sejde v Ženevě 4. března. Na jednacím pořadu jest několik podání, která se týkají Horního Slezska. Z Paříže 9. února. Reparační revisní zástupci přijeli již do Paříže v plném počtu. První porady schůze se konají v sobotu. Politické poradu spojenci budou nepochybně zaměřeny k tomu, aby celkové zájmy byly sladěny. bbox=[1252, 594, 1471, 660]
right-col4-text-8: aby se za ně dalo 200.000 Kč ročně vydávat být zachována. Tuka psal, že pokud Hlinka na pořadu nehodnotí dílo Slováků, nemůže zůstat v řadách strany. Strana bude dále pokračovat ve své práci a hájit zájmy slovenského lidu. Konflikt mezi Hlinkou a Juriga pro Tukou. Kdo je v právu, ukáže teprve další vývoj. Ce je to? Polský list Kur. Codzienny na zprávu doporučuje, že pokud se jeho zpráva potvrdí, bude nutno uvažovat o dalším postupu. bbox=[1708, 552, 1926, 609]
left-col3-text-2: výpovědí. Dále byly vyřízeny některé záležitosti administrativní. Z Prahy 8. února. (Čtk.) Dnes dopoledne navštívil předseda vlády Udržal předsedu senátu dra Hrubana. Přitom plenární schůze senátu je svolána na čtvrtek 14. února na 16. hod. Na pořadu jsou záležitosti imunitní. Z Londýna 8. února. Times oznamují, že polský vyslanec v Londýně uvědomil Chamberlaina, že Polsko, bude-li na podzim Stresemannem vyvoláno v Ženevě debata o menšinách, bude rozhodně žádat, aby Německo určilo své stanovisko. bbox=[478, 216, 690, 290]
left-col4-text-4: dy a mohamedány. V Bombay byly soustředěny vojenské oddíly a pancéřová auta. Dne 7. února bylo zabito 40 a raněno asi 400 osob. Z Bombaye 8. února. (Čtk.) Mnohé známky nasvědčují, že nepokoje se rozšířily i do obchodní čtvrti. Vojsko bylo včera opět donuceno k palbě. Počet obětí nepokojů byl zjištěn, nebot dav odvlekl mrtvé i raněné. CÍRKEVNÍ ZPRÁVY. Přípravy k svolání koncilu. Zprávy o svolání koncilu neumlkají. Tempo sleduje oznámení, že v souvislosti s dohodou mezi Vatikánem byly též učiněny přípravy pro opětné zahájení koncilu, skončeného roku 1870. bbox=[700, 352, 922, 426]
right-article-rule bbox=[1252, 222, 1698, 223]
heading-boh-se-stara: BOH SE STARÁ O KAŽDÉHO. bbox=[1531, 386, 1646, 396]
right-col3-text-6: prázdnění místa v rozhodčím soudu, neboť soudce zastupující království SHS prohlásil, že se nemůže zúčastnit porad, týkajících se Burgenlandu. Tím ovšem se věci projednávají opět ve lhůtách. Z Paříže 8. února. Jednání se povede hlavně mezi Francií a Amerikou, které mají na reparačním problému největší zájem. Americká vláda dává najevo, že nechce být dotčena žádnými závazky evropských vlád. bbox=[1479, 535, 1698, 592]
revisni-subheading: Požadavky Francie a velmocí. — Hlavní zájem na poradách má Amerika. bbox=[1322, 247, 1628, 257]
right-col4-text-3: aby se za ně dalo 200.000 Kč ročně vydávat být zachována. Tuka psal, že pokud Hlinka na pořadu nehodnotí dílo Slováků, nemůže zůstat v řadách strany. Strana bude dále pokračovat ve své práci a hájit zájmy slovenského lidu. Konflikt mezi Hlinkou a Juriga pro Tukou. Kdo je v právu, ukáže teprve další vývoj. Ce je to? Polský list Kur. Codzienny na zprávu doporučuje, že pokud se jeho zpráva potvrdí, bude nutno uvažovat o dalším postupu. bbox=[1708, 245, 1926, 302]
program-article-body bbox=[1252, 151, 1698, 218]
heading-indie: Náboženské boje v Indii. bbox=[535, 742, 633, 752]
right-col4-text-7: aby se za ně dalo 200.000 Kč ročně vydávat být zachována. Tuka psal, že pokud Hlinka na pořadu nehodnotí dílo Slováků, nemůže zůstat v řadách strany. Strana bude dále pokračovat ve své práci a hájit zájmy slovenského lidu. Konflikt mezi Hlinkou a Juriga pro Tukou. Kdo je v právu, ukáže teprve další vývoj. Ce je to? Polský list Kur. Codzienny na zprávu doporučuje, že pokud se jeho zpráva potvrdí, bude nutno uvažovat o dalším postupu. bbox=[1708, 493, 1926, 550]
